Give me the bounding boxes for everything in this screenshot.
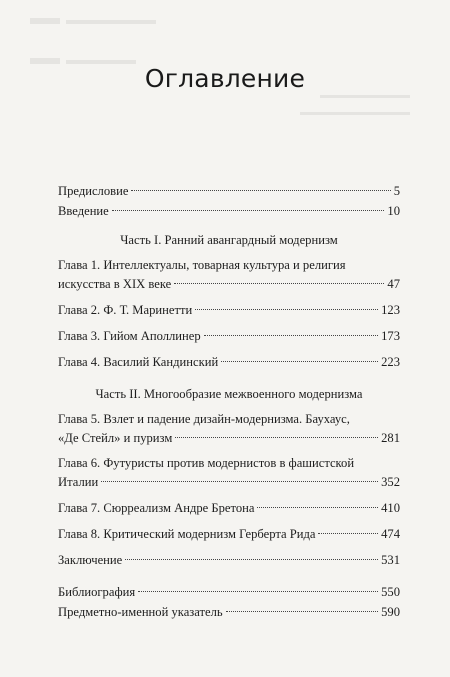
toc-entry-label: Заключение [58, 553, 123, 567]
dot-leader [204, 334, 378, 336]
dot-leader [174, 282, 384, 284]
toc-page-number: 223 [381, 355, 400, 369]
toc-entry-conclusion[interactable] [58, 550, 400, 570]
toc-entry-label: Глава 4. Василий Кандинский [58, 355, 219, 369]
toc-page-number: 123 [381, 303, 400, 317]
toc-entry-label-line2: искусства в XIX веке [58, 277, 172, 291]
dot-leader [175, 436, 378, 438]
toc-entry-introduction[interactable] [58, 201, 400, 221]
table-of-contents [58, 181, 400, 622]
toc-entry-label: Библиография [58, 585, 136, 599]
toc-entry-label: Введение [58, 204, 109, 218]
toc-entry-label-line2: Италии [58, 475, 99, 489]
toc-entry-label-line1: Глава 5. Взлет и падение дизайн-модернизма. Баухаус, [58, 412, 350, 426]
dot-leader [112, 209, 385, 211]
toc-entry-label: Глава 3. Гийом Аполлинер [58, 329, 201, 343]
toc-entry-label-line1: Глава 1. Интеллектуалы, товарная культура и религия [58, 258, 346, 272]
toc-page-number: 352 [381, 475, 400, 489]
toc-entry-preface[interactable] [58, 181, 400, 201]
toc-entry-label: Глава 7. Сюрреализм Андре Бретона [58, 501, 255, 515]
toc-entry-index[interactable] [58, 602, 400, 622]
part-2-heading: Часть II. Многообразие межвоенного модернизма [95, 387, 363, 401]
toc-page-number: 531 [381, 553, 400, 567]
dot-leader [318, 532, 378, 534]
dot-leader [257, 506, 378, 508]
dot-leader [125, 558, 378, 560]
toc-entry-label: Глава 2. Ф. Т. Маринетти [58, 303, 193, 317]
toc-entry-label: Предисловие [58, 184, 129, 198]
toc-page-number: 410 [381, 501, 400, 515]
dot-leader [195, 308, 378, 310]
toc-entry-chapter-1[interactable] [58, 256, 400, 294]
dot-leader [226, 610, 378, 612]
toc-page-number: 550 [381, 585, 400, 599]
toc-page-number: 474 [381, 527, 400, 541]
toc-entry-label-line1: Глава 6. Футуристы против модернистов в фашистской [58, 456, 355, 470]
toc-entry-label: Предметно-именной указатель [58, 605, 223, 619]
toc-entry-chapter-4[interactable] [58, 352, 400, 372]
toc-page-number: 173 [381, 329, 400, 343]
toc-entry-chapter-3[interactable] [58, 326, 400, 346]
toc-entry-chapter-8[interactable] [58, 524, 400, 544]
dot-leader [138, 590, 378, 592]
toc-page-number: 47 [387, 277, 400, 291]
page-title: Оглавление [144, 64, 306, 93]
toc-page-number: 590 [381, 605, 400, 619]
toc-entry-chapter-7[interactable] [58, 498, 400, 518]
part-1-heading: Часть I. Ранний авангардный модернизм [120, 233, 338, 247]
toc-entry-bibliography[interactable] [58, 582, 400, 602]
toc-page-number: 10 [387, 204, 400, 218]
toc-entry-chapter-5[interactable] [58, 410, 400, 448]
toc-page-number: 5 [393, 184, 400, 198]
toc-page-number: 281 [381, 431, 400, 445]
toc-entry-label: Глава 8. Критический модернизм Герберта Рида [58, 527, 316, 541]
dot-leader [131, 189, 390, 191]
toc-entry-chapter-6[interactable] [58, 454, 400, 492]
dot-leader [221, 360, 378, 362]
dot-leader [101, 480, 378, 482]
toc-entry-chapter-2[interactable] [58, 300, 400, 320]
toc-entry-label-line2: «Де Стейл» и пуризм [58, 431, 173, 445]
